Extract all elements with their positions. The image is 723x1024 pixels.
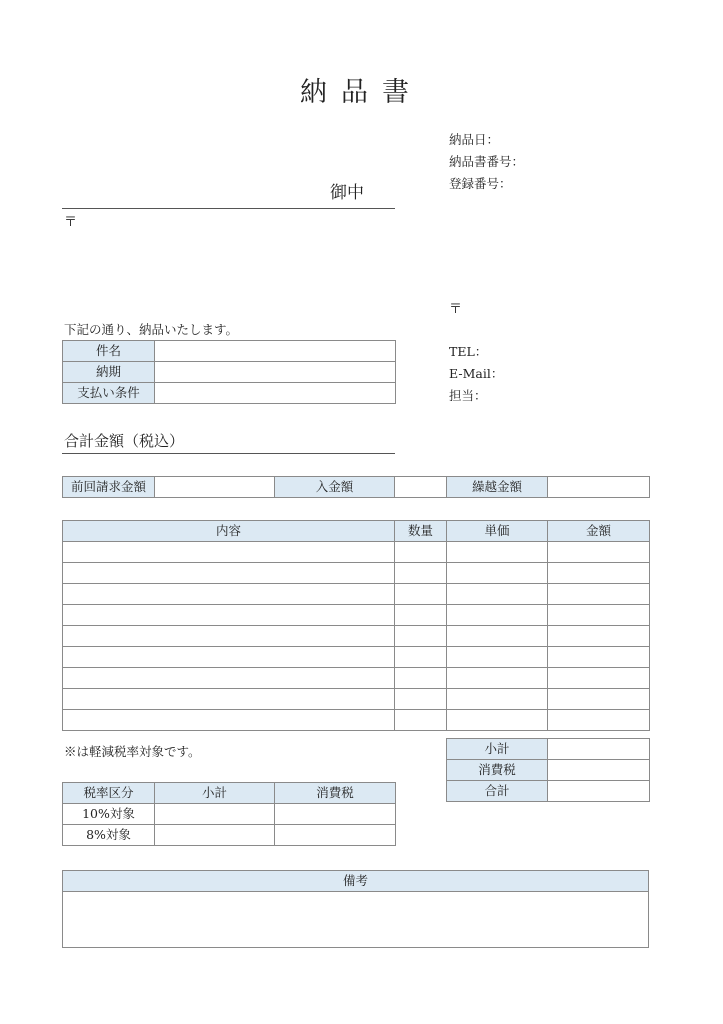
table-row bbox=[63, 626, 650, 647]
table-row bbox=[63, 689, 650, 710]
items-header-content: 内容 bbox=[63, 521, 395, 542]
item-amount-cell bbox=[548, 668, 650, 689]
item-content-cell bbox=[63, 584, 395, 605]
items-header-amount: 金額 bbox=[548, 521, 650, 542]
summary-table bbox=[446, 738, 650, 802]
info-value-payment bbox=[155, 383, 396, 404]
honorific: 御中 bbox=[330, 183, 364, 203]
items-table bbox=[62, 520, 650, 731]
item-unit-price-cell bbox=[447, 689, 548, 710]
item-unit-price-cell bbox=[447, 605, 548, 626]
item-amount-cell bbox=[548, 605, 650, 626]
item-quantity-cell bbox=[395, 710, 447, 731]
info-table bbox=[62, 340, 396, 404]
sender-postal-mark: 〒 bbox=[449, 302, 463, 317]
items-header-quantity: 数量 bbox=[395, 521, 447, 542]
item-content-cell bbox=[63, 626, 395, 647]
summary-tax-value bbox=[548, 760, 650, 781]
item-quantity-cell bbox=[395, 542, 447, 563]
item-amount-cell bbox=[548, 647, 650, 668]
item-amount-cell bbox=[548, 710, 650, 731]
item-unit-price-cell bbox=[447, 584, 548, 605]
remarks-body bbox=[63, 892, 649, 948]
item-quantity-cell bbox=[395, 626, 447, 647]
carryover-label: 繰越金額 bbox=[447, 477, 548, 498]
info-value-subject bbox=[155, 341, 396, 362]
tax-row-tax bbox=[275, 804, 396, 825]
item-content-cell bbox=[63, 542, 395, 563]
table-row bbox=[63, 584, 650, 605]
item-content-cell bbox=[63, 710, 395, 731]
prev-invoice-value bbox=[155, 477, 275, 498]
recipient-underline bbox=[62, 208, 395, 209]
item-amount-cell bbox=[548, 626, 650, 647]
tax-row-10 bbox=[63, 804, 396, 825]
tax-header-subtotal: 小計 bbox=[155, 783, 275, 804]
item-content-cell bbox=[63, 668, 395, 689]
prev-invoice-label: 前回請求金額 bbox=[63, 477, 155, 498]
item-content-cell bbox=[63, 605, 395, 626]
item-unit-price-cell bbox=[447, 710, 548, 731]
sender-contact-label: 担当： bbox=[449, 388, 487, 403]
item-quantity-cell bbox=[395, 668, 447, 689]
sender-email-label: E-Mail： bbox=[449, 366, 504, 381]
summary-subtotal-value bbox=[548, 739, 650, 760]
info-row-subject bbox=[63, 341, 396, 362]
item-quantity-cell bbox=[395, 647, 447, 668]
item-unit-price-cell bbox=[447, 542, 548, 563]
balance-table bbox=[62, 476, 650, 498]
tax-table bbox=[62, 782, 396, 846]
item-quantity-cell bbox=[395, 584, 447, 605]
recipient-postal-mark: 〒 bbox=[64, 215, 78, 230]
summary-total-value bbox=[548, 781, 650, 802]
info-value-deadline bbox=[155, 362, 396, 383]
delivery-number-label: 納品書番号： bbox=[449, 154, 525, 169]
items-header-row bbox=[63, 521, 650, 542]
total-amount-label: 合計金額（税込） bbox=[64, 432, 185, 450]
tax-row-8 bbox=[63, 825, 396, 846]
remarks-label: 備考 bbox=[63, 871, 649, 892]
table-row bbox=[63, 542, 650, 563]
tax-header-category: 税率区分 bbox=[63, 783, 155, 804]
item-amount-cell bbox=[548, 563, 650, 584]
item-content-cell bbox=[63, 689, 395, 710]
total-amount-underline bbox=[62, 453, 395, 454]
tax-row-subtotal bbox=[155, 804, 275, 825]
received-value bbox=[395, 477, 447, 498]
item-quantity-cell bbox=[395, 563, 447, 584]
sender-tel-label: TEL： bbox=[449, 344, 488, 359]
intro-text: 下記の通り、納品いたします。 bbox=[64, 322, 239, 337]
items-header-unit-price: 単価 bbox=[447, 521, 548, 542]
summary-total-label: 合計 bbox=[447, 781, 548, 802]
reduced-tax-note: ※は軽減税率対象です。 bbox=[64, 744, 201, 759]
item-amount-cell bbox=[548, 584, 650, 605]
tax-row-subtotal bbox=[155, 825, 275, 846]
table-row bbox=[63, 710, 650, 731]
item-unit-price-cell bbox=[447, 626, 548, 647]
item-unit-price-cell bbox=[447, 563, 548, 584]
item-content-cell bbox=[63, 563, 395, 584]
registration-number-label: 登録番号： bbox=[449, 176, 512, 191]
item-quantity-cell bbox=[395, 605, 447, 626]
delivery-date-label: 納品日： bbox=[449, 132, 500, 147]
summary-subtotal-label: 小計 bbox=[447, 739, 548, 760]
table-row bbox=[63, 647, 650, 668]
item-content-cell bbox=[63, 647, 395, 668]
info-label-subject: 件名 bbox=[63, 341, 155, 362]
item-amount-cell bbox=[548, 542, 650, 563]
table-row bbox=[63, 668, 650, 689]
info-row-deadline bbox=[63, 362, 396, 383]
item-unit-price-cell bbox=[447, 668, 548, 689]
tax-row-label: 8%対象 bbox=[63, 825, 155, 846]
tax-row-tax bbox=[275, 825, 396, 846]
received-label: 入金額 bbox=[275, 477, 395, 498]
tax-header-tax: 消費税 bbox=[275, 783, 396, 804]
info-row-payment bbox=[63, 383, 396, 404]
item-amount-cell bbox=[548, 689, 650, 710]
table-row bbox=[63, 563, 650, 584]
summary-tax-label: 消費税 bbox=[447, 760, 548, 781]
document-title: 納品書 bbox=[300, 77, 423, 108]
item-unit-price-cell bbox=[447, 647, 548, 668]
item-quantity-cell bbox=[395, 689, 447, 710]
table-row bbox=[63, 605, 650, 626]
info-label-deadline: 納期 bbox=[63, 362, 155, 383]
carryover-value bbox=[548, 477, 650, 498]
remarks-table bbox=[62, 870, 649, 948]
tax-row-label: 10%対象 bbox=[63, 804, 155, 825]
info-label-payment: 支払い条件 bbox=[63, 383, 155, 404]
